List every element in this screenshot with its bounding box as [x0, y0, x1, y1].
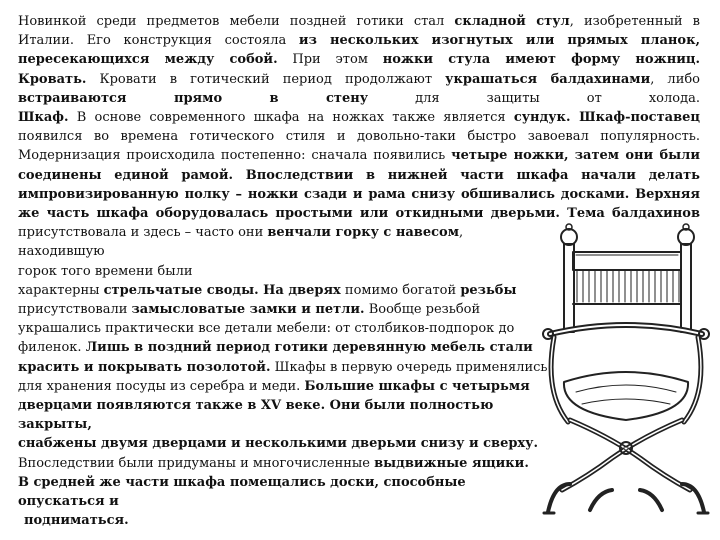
body-text: горок того времени были — [18, 263, 193, 279]
paragraph-folding-chair — [18, 12, 700, 70]
emphasis-text: складной стул — [454, 14, 570, 29]
text-line — [18, 396, 548, 434]
text-line — [18, 358, 548, 377]
gothic-folding-chair-icon — [540, 222, 712, 520]
emphasis-text: из нескольких изогнутых или прямых планок, пересекающихся между собой. — [18, 33, 700, 68]
body-text: для защиты от холода. — [368, 90, 700, 106]
text-line — [18, 338, 548, 357]
body-text: В основе современного шкафа на ножках также является — [68, 110, 514, 126]
emphasis-text: красить и покрывать позолотой. — [18, 359, 271, 375]
body-text: Впоследствии были придуманы и многочисленные — [18, 455, 375, 471]
text-line — [18, 262, 548, 281]
body-text: характерны — [18, 282, 104, 298]
text-line — [18, 281, 548, 300]
emphasis-text: выдвижные ящики. — [374, 455, 529, 471]
emphasis-text: резьбы — [460, 282, 517, 298]
paragraph-bed — [18, 70, 700, 108]
text-line — [18, 223, 548, 261]
text-line — [18, 454, 548, 473]
emphasis-text: венчали горку с навесом — [267, 225, 459, 241]
body-text: , изобретенный в Италии. Его конструкция состояла — [18, 14, 700, 49]
body-text: Кровати в готический период продолжают — [86, 71, 446, 87]
text-line — [18, 511, 548, 530]
body-text: , либо — [650, 71, 701, 87]
body-text: помимо богатой — [340, 282, 461, 298]
text-line — [18, 473, 548, 511]
emphasis-text: четыре ножки, затем они были соединены единой рамой. Впоследствии в нижней части шкафа начали делать импровизированную полку – ножки сзади и рама снизу обшивались досками. Верхняя же часть шкафа оборудовалась простыми или откидными дверьми. Тема балдахинов — [18, 148, 700, 222]
paragraph-cabinet — [18, 108, 700, 223]
full-width-text — [18, 12, 700, 223]
emphasis-text: Большие шкафы с четырьмя — [304, 378, 530, 394]
emphasis-text: подниматься. — [24, 513, 129, 529]
emphasis-text: дверцами появляются также в XV веке. Они были полностью закрыты, — [18, 398, 494, 433]
emphasis-text: встраиваются прямо в стену — [18, 90, 369, 106]
emphasis-text: стрельчатые своды. На дверях — [103, 282, 341, 298]
body-text: , находившую — [18, 225, 464, 260]
body-text: При этом — [277, 52, 383, 68]
emphasis-text: Шкаф. — [18, 110, 69, 126]
emphasis-text: Лишь в поздний период готики деревянную мебель стали — [85, 340, 533, 356]
emphasis-text: замысловатые замки и петли. — [131, 302, 365, 318]
emphasis-text: В средней же части шкафа помещались доски, способные опускаться и — [18, 474, 466, 510]
emphasis-text: сундук. Шкаф-поставец — [513, 110, 700, 126]
text-line — [18, 319, 548, 338]
emphasis-text: снабжены двумя дверцами и несколькими дверьми снизу и сверху. — [18, 436, 539, 452]
body-text: присутствовала и здесь – часто они — [18, 225, 268, 241]
narrow-text-column — [18, 223, 548, 530]
body-text: Шкафы в первую очередь применялись — [270, 359, 548, 375]
body-text: для хранения посуды из серебра и меди. — [18, 378, 305, 394]
body-text: филенок. — [18, 340, 86, 356]
text-line — [18, 434, 548, 453]
body-text: украшались практически все детали мебели: от столбиков-подпорок до — [18, 321, 515, 337]
emphasis-text: Кровать. — [18, 71, 87, 87]
body-text: появился во времена готического стиля и довольно-таки быстро завоевал популярность. Модернизация происходила постепенно: сначала появились — [18, 129, 700, 164]
emphasis-text: ножки стула имеют форму ножниц. — [382, 52, 700, 68]
body-text: присутствовали — [18, 302, 132, 318]
body-text: Новинкой среди предметов мебели поздней готики стал — [18, 14, 455, 29]
body-text: Вообще резьбой — [364, 302, 481, 318]
text-line — [18, 377, 548, 396]
emphasis-text: украшаться балдахинами — [445, 71, 651, 87]
text-line — [18, 300, 548, 319]
